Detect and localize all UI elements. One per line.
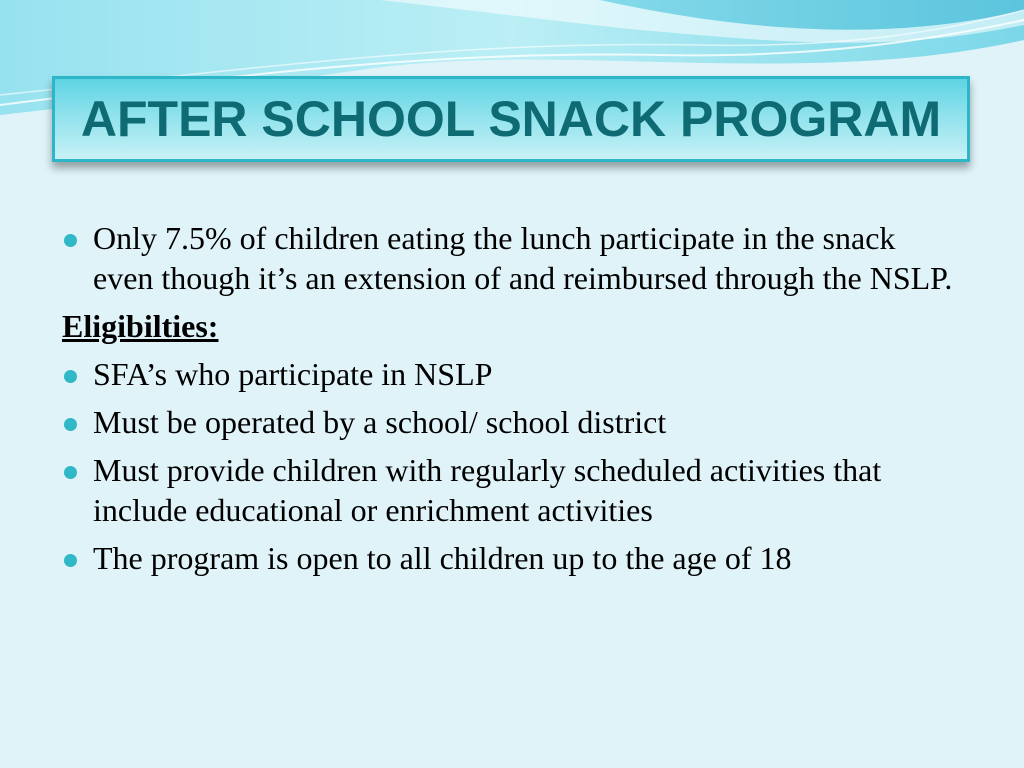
bullet-text: The program is open to all children up to the age of 18 [93, 540, 792, 576]
bullet-dot-icon [64, 418, 77, 431]
bullet-text: Must be operated by a school/ school district [93, 404, 667, 440]
bullet-item-intro [62, 218, 962, 298]
bullet-item-3 [62, 450, 962, 530]
bullet-dot-icon [64, 554, 77, 567]
bullet-dot-icon [64, 370, 77, 383]
bullet-item-4 [62, 538, 962, 578]
slide-title: AFTER SCHOOL SNACK PROGRAM [80, 91, 942, 147]
bullet-text: Only 7.5% of children eating the lunch participate in the snack even though it’s an extension of and reimbursed through the NSLP. [93, 220, 953, 296]
bullet-dot-icon [64, 466, 77, 479]
title-banner [52, 76, 970, 162]
eligibilities-heading: Eligibilties: [62, 308, 219, 344]
bullet-text: Must provide children with regularly scheduled activities that include educational or enrichment activities [93, 452, 882, 528]
bullet-item-1 [62, 354, 962, 394]
bullet-item-2 [62, 402, 962, 442]
bullet-dot-icon [64, 234, 77, 247]
slide-body [62, 218, 962, 586]
bullet-text: SFA’s who participate in NSLP [93, 356, 493, 392]
